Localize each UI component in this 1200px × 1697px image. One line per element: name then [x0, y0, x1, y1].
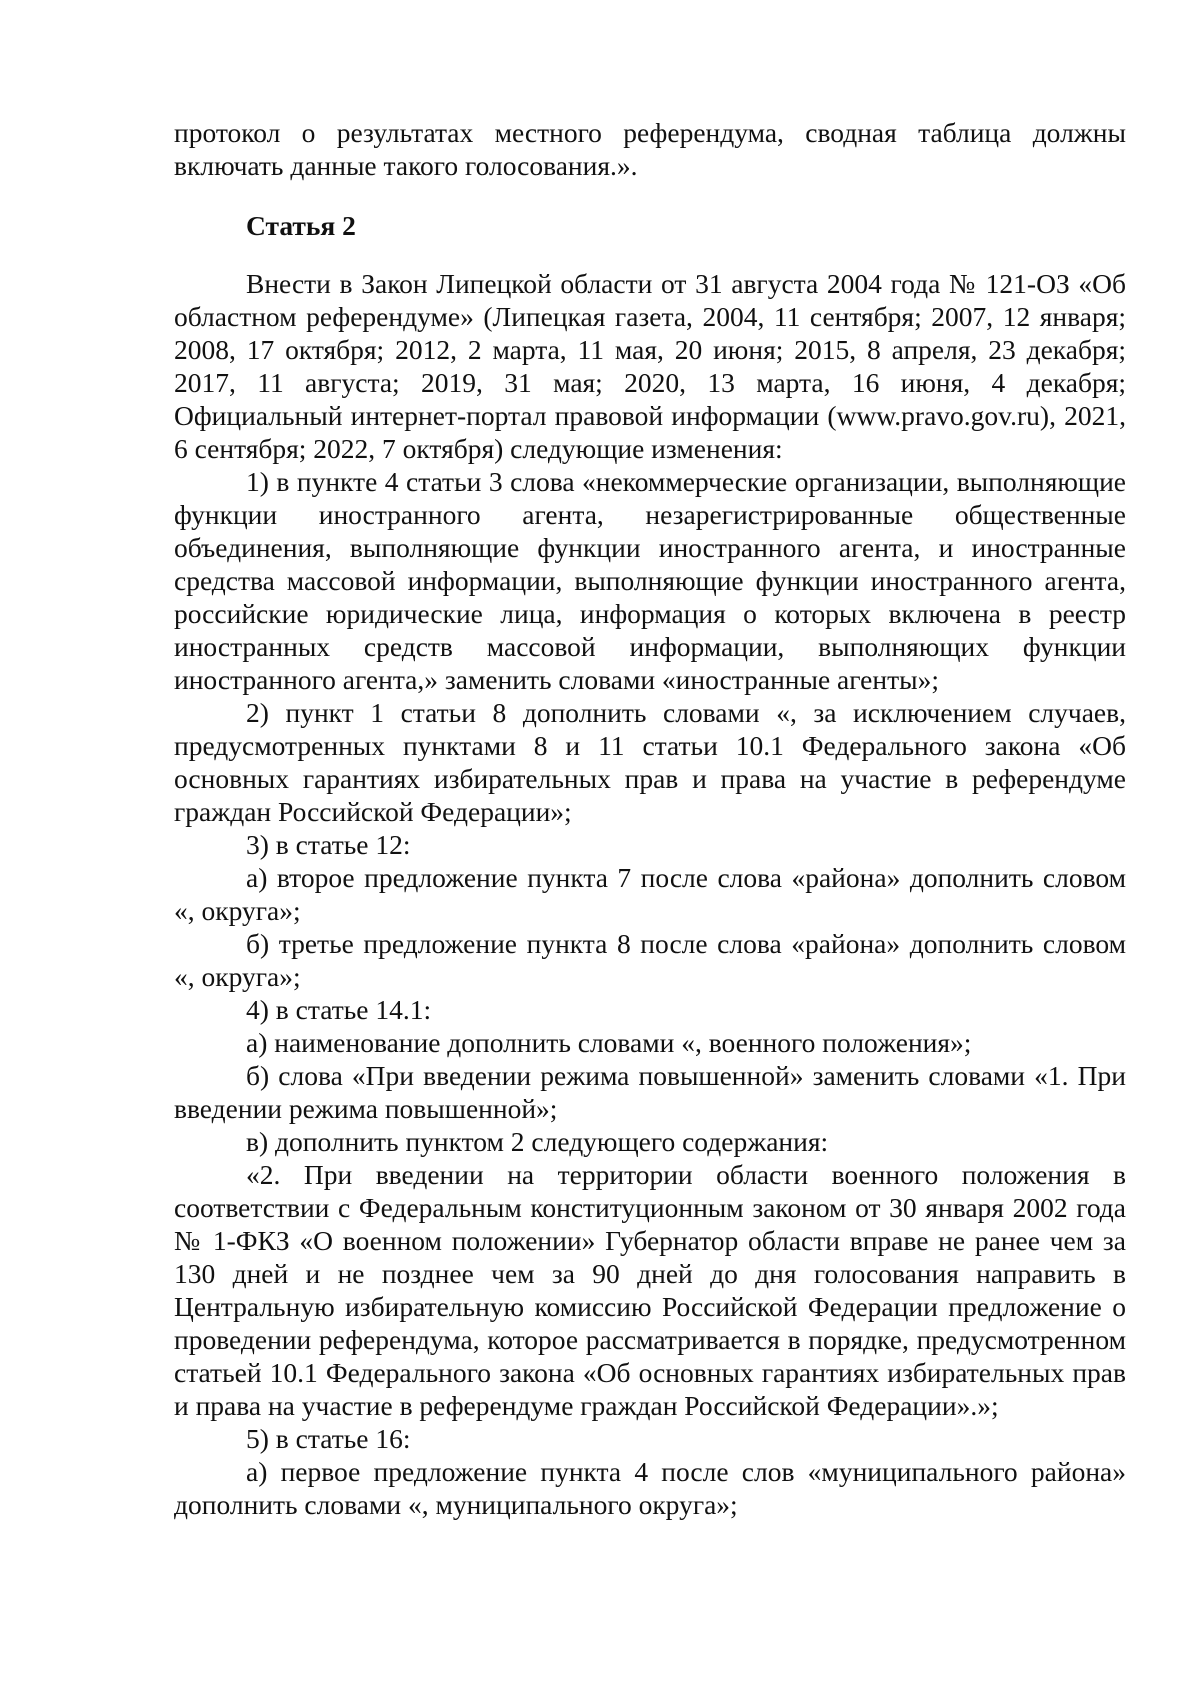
- paragraph-item-4: 4) в статье 14.1:: [246, 994, 432, 1025]
- article-heading: Статья 2: [246, 210, 356, 241]
- document-body: [174, 116, 1126, 1521]
- paragraph-item-3: 3) в статье 12:: [246, 829, 411, 860]
- paragraph-item-5a: а) первое предложение пункта 4 после слов «муниципального района» дополнить словами «, муниципального округа»;: [174, 1456, 1126, 1520]
- paragraph-item-5: 5) в статье 16:: [246, 1423, 411, 1454]
- paragraph-item-4v: в) дополнить пунктом 2 следующего содержания:: [246, 1126, 829, 1157]
- paragraph-item-4a: а) наименование дополнить словами «, военного положения»;: [246, 1027, 972, 1058]
- paragraph-item-4b: б) слова «При введении режима повышенной» заменить словами «1. При введении режима повышенной»;: [174, 1060, 1126, 1124]
- paragraph-item-1: 1) в пункте 4 статьи 3 слова «некоммерческие организации, выполняющие функции иностранного агента, незарегистрированные общественные объединения, выполняющие функции иностранного агента, и иностранные средства массовой информации, выполняющие функции иностранного агента, российские юридические лица, информация о которых включена в реестр иностранных средств массовой информации, выполняющих функции иностранного агента,» заменить словами «иностранные агенты»;: [174, 466, 1126, 695]
- paragraph-item-3a: а) второе предложение пункта 7 после слова «района» дополнить словом «, округа»;: [174, 862, 1126, 926]
- paragraph-item-3b: б) третье предложение пункта 8 после слова «района» дополнить словом «, округа»;: [174, 928, 1126, 992]
- paragraph-quoted-point-2: «2. При введении на территории области военного положения в соответствии с Федеральным конституционным законом от 30 января 2002 года № 1-ФКЗ «О военном положении» Губернатор области вправе не ранее чем за 130 дней и не позднее чем за 90 дней до дня голосования направить в Центральную избирательную комиссию Российской Федерации предложение о проведении референдума, которое рассматривается в порядке, предусмотренном статьей 10.1 Федерального закона «Об основных гарантиях избирательных прав и права на участие в референдуме граждан Российской Федерации».»;: [174, 1159, 1126, 1421]
- paragraph-item-2: 2) пункт 1 статьи 8 дополнить словами «, за исключением случаев, предусмотренных пунктами 8 и 11 статьи 10.1 Федерального закона «Об основных гарантиях избирательных прав и права на участие в референдуме граждан Российской Федерации»;: [174, 697, 1126, 827]
- paragraph-amendment-intro: Внести в Закон Липецкой области от 31 августа 2004 года № 121-ОЗ «Об областном референдуме» (Липецкая газета, 2004, 11 сентября; 2007, 12 января; 2008, 17 октября; 2012, 2 марта, 11 мая, 20 июня; 2015, 8 апреля, 23 декабря; 2017, 11 августа; 2019, 31 мая; 2020, 13 марта, 16 июня, 4 декабря; Официальный интернет-портал правовой информации (www.pravo.gov.ru), 2021, 6 сентября; 2022, 7 октября) следующие изменения:: [174, 268, 1126, 464]
- intro-continuation: протокол о результатах местного референдума, сводная таблица должны включать данные такого голосования.».: [174, 117, 1126, 181]
